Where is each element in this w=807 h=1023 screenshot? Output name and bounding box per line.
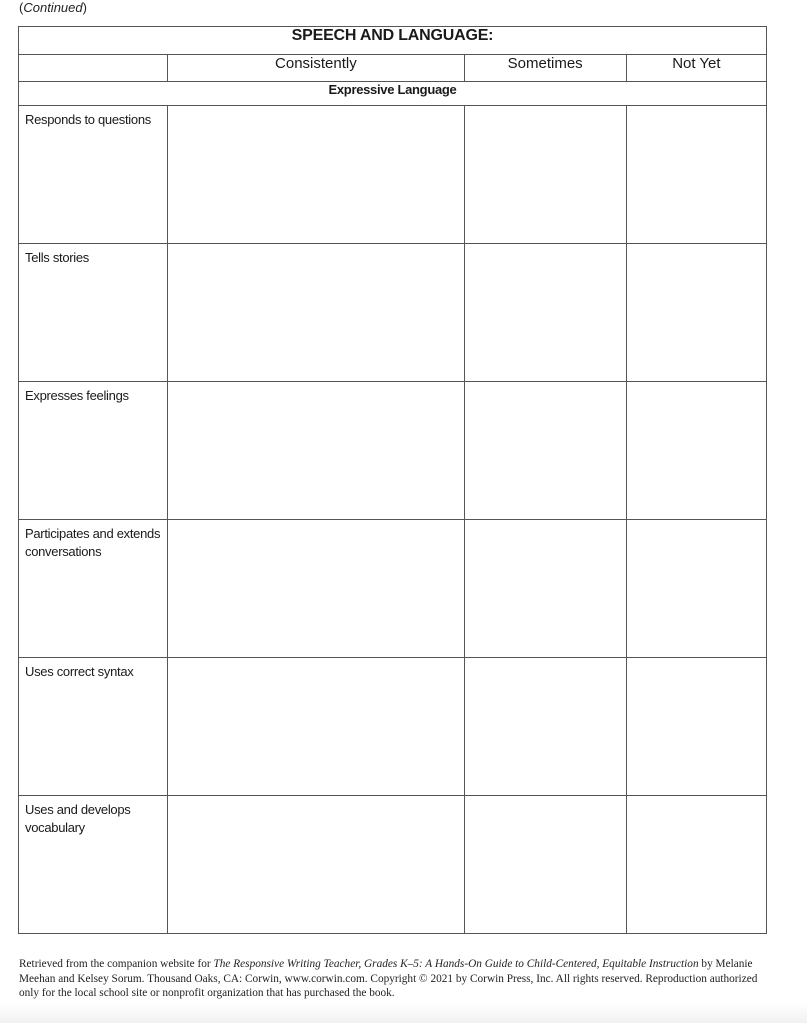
continued-close-paren: ) [82, 0, 87, 15]
row-label: Responds to questions [19, 106, 168, 244]
column-header-consistently: Consistently [168, 55, 464, 82]
footer-prefix: Retrieved from the companion website for [19, 958, 214, 970]
page-bottom-edge [0, 1003, 807, 1023]
column-header-row [19, 55, 767, 82]
section-header-row [19, 82, 767, 106]
table-row [19, 658, 767, 796]
cell-consistently[interactable] [168, 382, 464, 520]
row-label: Uses correct syntax [19, 658, 168, 796]
cell-sometimes[interactable] [464, 796, 626, 934]
table-row [19, 796, 767, 934]
footer-suffix: by Melanie Meehan and Kelsey Sorum. Thousand Oaks, CA: Corwin, www.corwin.com. Copyright © 2021 by Corwin Press, Inc. All rights reserved. Reproduction authorized only for the local school site or nonprofit organization that has purchased the book. [19, 958, 758, 999]
table-row [19, 106, 767, 244]
cell-not-yet[interactable] [626, 658, 766, 796]
table-title-row [19, 27, 767, 55]
row-label: Uses and develops vocabulary [19, 796, 168, 934]
table-row [19, 244, 767, 382]
cell-sometimes[interactable] [464, 382, 626, 520]
cell-sometimes[interactable] [464, 520, 626, 658]
row-label: Participates and extends conversations [19, 520, 168, 658]
cell-not-yet[interactable] [626, 244, 766, 382]
cell-consistently[interactable] [168, 520, 464, 658]
cell-sometimes[interactable] [464, 106, 626, 244]
cell-consistently[interactable] [168, 106, 464, 244]
continued-word: Continued [23, 0, 83, 15]
cell-not-yet[interactable] [626, 382, 766, 520]
cell-sometimes[interactable] [464, 244, 626, 382]
row-label: Expresses feelings [19, 382, 168, 520]
cell-not-yet[interactable] [626, 106, 766, 244]
cell-consistently[interactable] [168, 796, 464, 934]
cell-consistently[interactable] [168, 244, 464, 382]
cell-sometimes[interactable] [464, 658, 626, 796]
table-title: SPEECH AND LANGUAGE: [19, 27, 767, 55]
observation-table [18, 26, 767, 934]
cell-consistently[interactable] [168, 658, 464, 796]
row-label: Tells stories [19, 244, 168, 382]
footer-book-title: The Responsive Writing Teacher, Grades K–5: A Hands-On Guide to Child-Centered, Equitable Instruction [213, 958, 699, 970]
column-header-not-yet: Not Yet [626, 55, 766, 82]
table-row [19, 520, 767, 658]
column-header-sometimes: Sometimes [464, 55, 626, 82]
cell-not-yet[interactable] [626, 520, 766, 658]
continued-note [19, 0, 87, 15]
section-header: Expressive Language [19, 82, 767, 106]
table-row [19, 382, 767, 520]
copyright-footer [19, 957, 771, 1001]
blank-header-cell [19, 55, 168, 82]
continued-open-paren: ( [19, 0, 24, 15]
cell-not-yet[interactable] [626, 796, 766, 934]
